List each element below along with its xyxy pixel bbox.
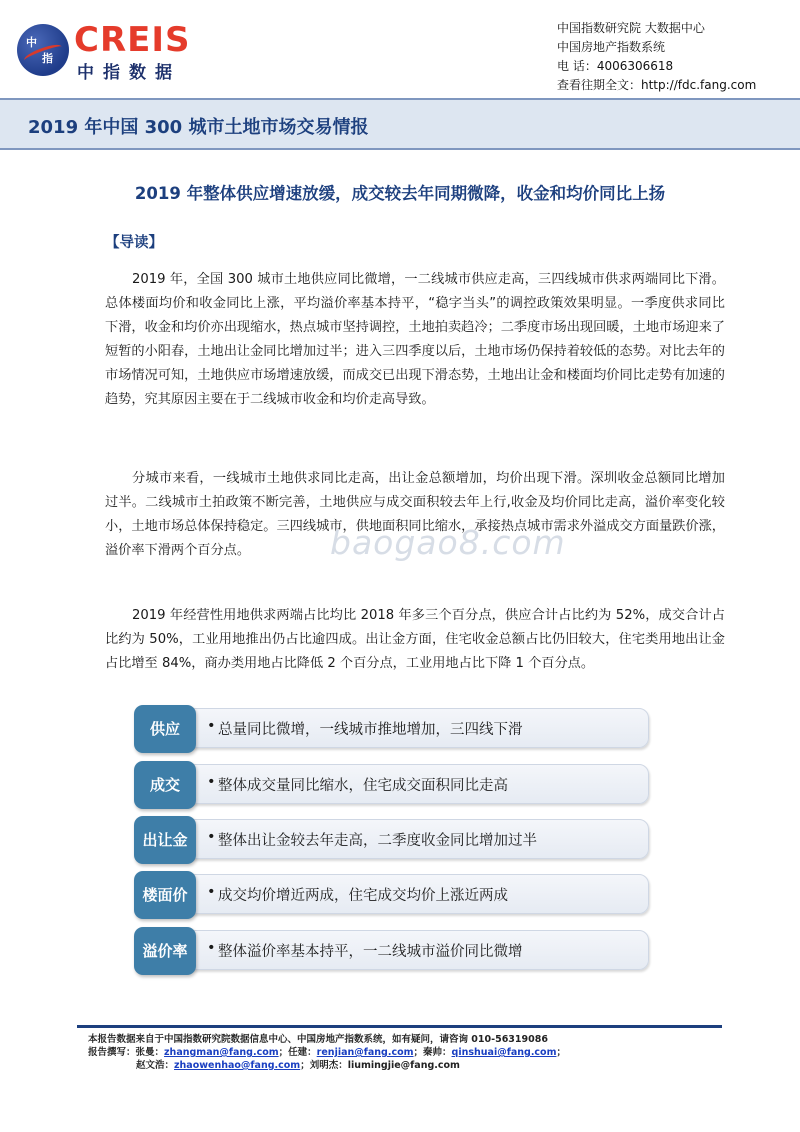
author-email-link[interactable]: renjian@fang.com [316, 1047, 414, 1058]
bullet-icon: • [207, 884, 216, 900]
author-email-link[interactable]: qinshuai@fang.com [451, 1047, 557, 1058]
summary-tag: 出让金 [134, 816, 196, 864]
footer-source-note: 本报告数据来自于中国指数研究院数据信息中心、中国房地产指数系统，如有疑问，请咨询 010-56319086 [88, 1034, 548, 1045]
report-subtitle: 2019 年整体供应增速放缓，成交较去年同期微降，收金和均价同比上扬 [134, 184, 666, 203]
summary-text: 整体出让金较去年走高，二季度收金同比增加过半 [218, 833, 537, 849]
contact-system: 中国房地产指数系统 [557, 40, 666, 54]
contact-website[interactable]: 查看往期全文：http://fdc.fang.com [557, 78, 757, 92]
summary-tag: 溢价率 [134, 927, 196, 975]
author-name: 张曼： [135, 1047, 165, 1058]
contact-phone: 电 话：4006306618 [557, 59, 674, 73]
logo-badge-char-bottom: 指 [42, 52, 53, 65]
summary-bar [184, 874, 649, 914]
summary-row-deal [134, 761, 650, 805]
report-title: 2019 年中国 300 城市土地市场交易情报 [28, 117, 369, 138]
summary-bar [184, 930, 649, 970]
summary-row-transfer-fee [134, 816, 650, 860]
logo-badge [17, 24, 69, 76]
bullet-icon: • [207, 718, 216, 734]
paragraph-3: 2019 年经营性用地供求两端占比均比 2018 年多三个百分点，供应合计占比约为 52%，成交合计占比约为 50%，工业用地推出仍占比逾四成。出让金方面，住宅收金总额占比仍旧较大，住宅类用地出让金占比增至 84%，商办类用地占比降低 2 个百分点，工业用地占比下降 1 个百分点。 [105, 608, 725, 671]
author-email-link[interactable]: zhaowenhao@fang.com [174, 1060, 301, 1071]
footer [88, 1033, 566, 1072]
author-email-link[interactable]: zhangman@fang.com [164, 1047, 279, 1058]
summary-row-floor-price [134, 871, 650, 915]
bullet-icon: • [207, 940, 216, 956]
contact-info [557, 19, 756, 95]
author-name: 赵文浩： [136, 1060, 175, 1071]
summary-tag: 楼面价 [134, 871, 196, 919]
footer-authors-line-2 [88, 1059, 566, 1072]
summary-text: 总量同比微增，一线城市推地增加，三四线下滑 [218, 722, 523, 738]
report-title-band [0, 98, 800, 150]
summary-bar [184, 708, 649, 748]
summary-tag: 供应 [134, 705, 196, 753]
summary-bar [184, 764, 649, 804]
paragraph-1: 2019 年，全国 300 城市土地供应同比微增，一二线城市供应走高，三四线城市供求两端同比下滑。总体楼面均价和收金同比上涨，平均溢价率基本持平，“稳字当头”的调控政策效果明显。一季度供求同比下滑，收金和均价亦出现缩水，热点城市坚持调控，土地拍卖趋冷；二季度市场出现回暖，土地市场迎来了短暂的小阳春，土地出让金同比增加过半；进入三四季度以后，土地市场仍保持着较低的态势。对比去年的市场情况可知，土地供应市场增速放缓，而成交已出现下滑态势，土地出让金和楼面均价同比走势有加速的趋势，究其原因主要在于二线城市收金和均价走高导致。 [105, 272, 725, 407]
paragraph-2: 分城市来看，一线城市土地供求同比走高，出让金总额增加，均价出现下滑。深圳收金总额同比增加过半。二线城市土拍政策不断完善，土地供应与成交面积较去年上行,收金及均价同比走高，溢价率变化较小，土地市场总体保持稳定。三四线城市，供地面积同比缩水，承接热点城市需求外溢成交方面量跌价涨，溢价率下滑两个百分点。 [105, 471, 725, 558]
summary-text: 整体成交量同比缩水，住宅成交面积同比走高 [218, 778, 508, 794]
author-label: 报告撰写： [88, 1047, 136, 1058]
footer-divider [77, 1025, 722, 1028]
creis-logo [17, 20, 217, 83]
summary-row-premium-rate [134, 927, 650, 971]
summary-bar [184, 819, 649, 859]
logo-chinese-name: 中指数据 [77, 63, 181, 83]
summary-text: 成交均价增近两成，住宅成交均价上涨近两成 [218, 888, 508, 904]
watermark: baogao8.com [330, 523, 566, 562]
intro-heading: 【导读】 [105, 235, 163, 251]
logo-badge-char-top: 中 [26, 36, 37, 49]
bullet-icon: • [207, 829, 216, 845]
author-name: ；刘明杰：liumingjie@fang.com [300, 1060, 460, 1071]
summary-row-supply [134, 705, 650, 749]
summary-tag: 成交 [134, 761, 196, 809]
logo-wordmark: CREIS [74, 20, 191, 60]
author-name: ；秦帅： [413, 1047, 452, 1058]
summary-text: 整体溢价率基本持平，一二线城市溢价同比微增 [218, 944, 523, 960]
footer-authors-line [88, 1046, 566, 1059]
contact-org: 中国指数研究院 大数据中心 [557, 21, 705, 35]
author-name: ；任建： [278, 1047, 317, 1058]
separator: ； [556, 1047, 567, 1058]
bullet-icon: • [207, 774, 216, 790]
